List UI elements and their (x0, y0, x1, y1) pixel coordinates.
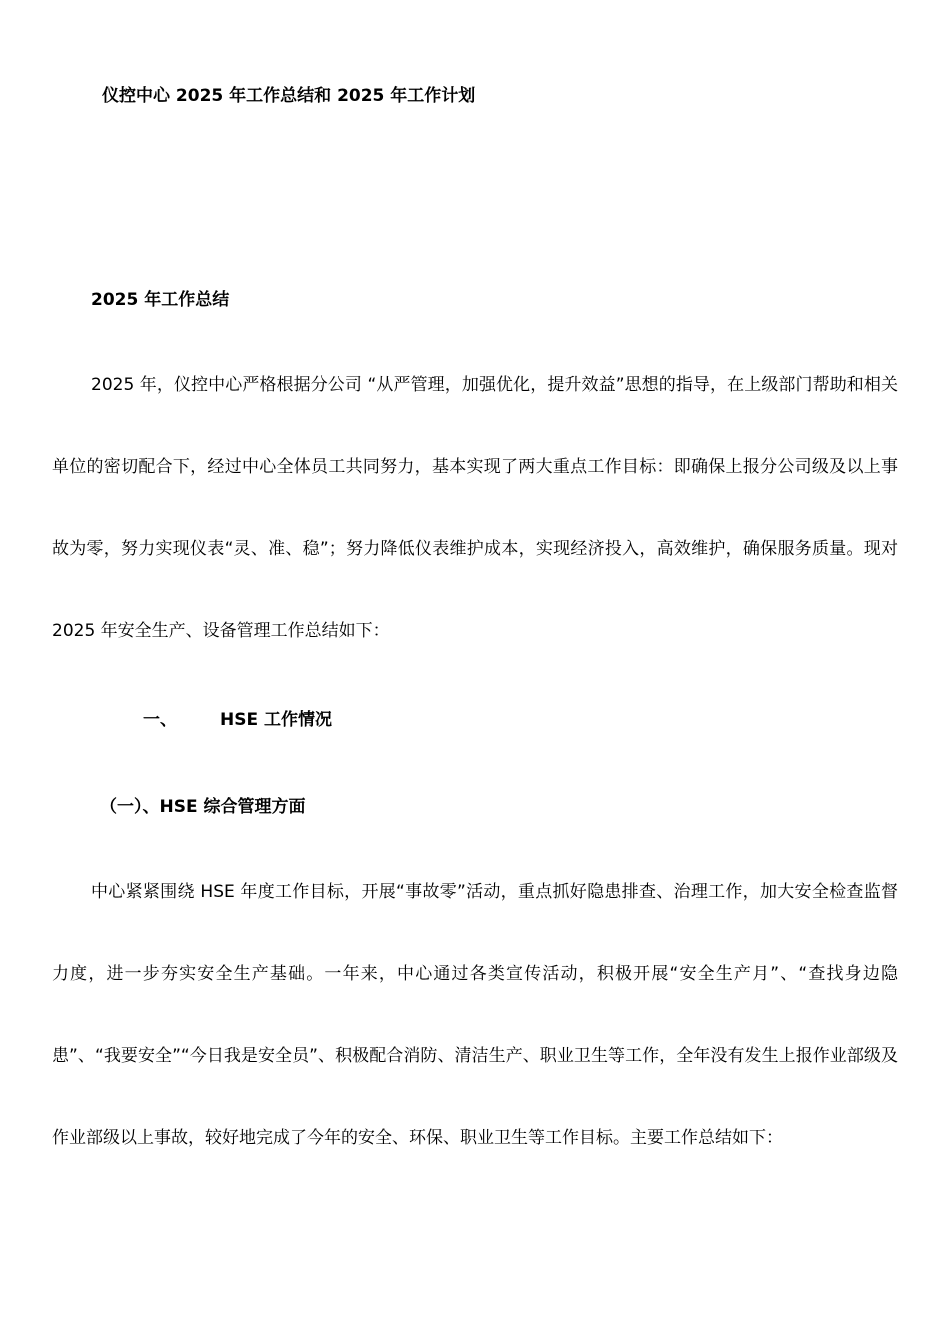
hse-paragraph: 中心紧紧围绕 HSE 年度工作目标，开展“事故零”活动，重点抓好隐患排查、治理工作，加大安全检查监督力度，进一步夯实安全生产基础。一年来，中心通过各类宣传活动，积极开展“安全生产月”、“查找身边隐患”、“我要安全”“今日我是安全员”、积极配合消防、清洁生产、职业卫生等工作，全年没有发生上报作业部级及作业部级以上事故，较好地完成了今年的安全、环保、职业卫生等工作目标。主要工作总结如下： (52, 882, 898, 1148)
section-heading-summary: 2025 年工作总结 (91, 290, 230, 310)
heading-level-1-number: 一、 (143, 710, 177, 730)
document-title: 仪控中心 2025 年工作总结和 2025 年工作计划 (102, 86, 476, 106)
heading-level-1-text: HSE 工作情况 (220, 710, 333, 730)
heading-level-2: （一）、HSE 综合管理方面 (100, 797, 306, 817)
intro-paragraph: 2025 年，仪控中心严格根据分公司 “从严管理，加强优化，提升效益”思想的指导，在上级部门帮助和相关单位的密切配合下，经过中心全体员工共同努力，基本实现了两大重点工作目标：即确保上报分公司级及以上事故为零，努力实现仪表“灵、准、稳”；努力降低仪表维护成本，实现经济投入，高效维护，确保服务质量。现对 2025 年安全生产、设备管理工作总结如下： (52, 375, 898, 641)
